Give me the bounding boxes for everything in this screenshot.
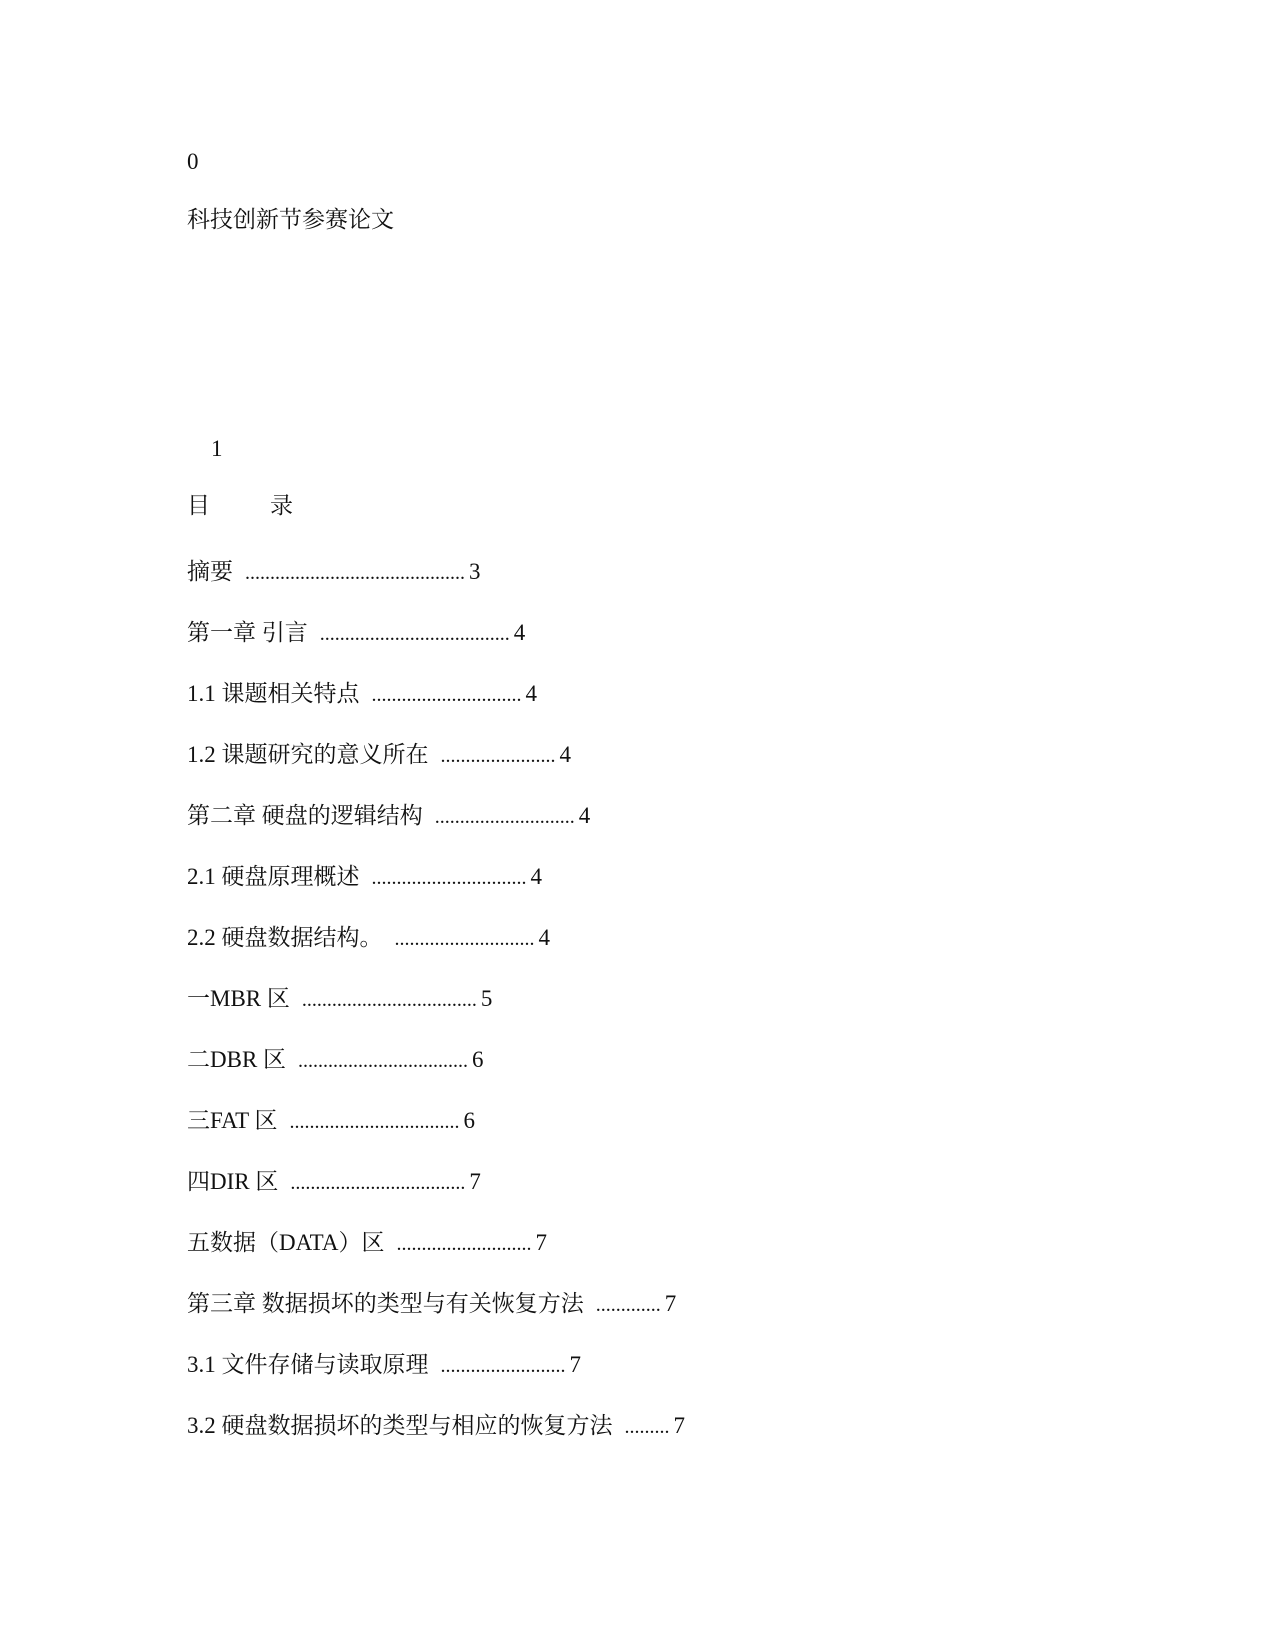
toc-entry-page: 5 xyxy=(480,986,493,1011)
toc-entry-page: 4 xyxy=(513,620,526,645)
toc-entry-leader: ................................... xyxy=(301,989,477,1011)
page-number-second: 1 xyxy=(211,436,223,461)
toc-entry-page: 4 xyxy=(559,742,571,767)
toc-entry[interactable] xyxy=(187,557,685,618)
toc-entry-leader: ............. xyxy=(595,1294,661,1316)
toc-entry[interactable] xyxy=(187,740,685,801)
toc-entry-page: 4 xyxy=(525,681,537,706)
toc-entry[interactable] xyxy=(187,1289,685,1350)
toc-entry-page: 7 xyxy=(664,1291,677,1316)
toc-entry-label: 三FAT 区 xyxy=(187,1108,278,1133)
toc-entry-leader: .................................. xyxy=(289,1111,460,1133)
toc-entry-label: 二DBR 区 xyxy=(187,1047,287,1072)
toc-entry-label: 3.2 硬盘数据损坏的类型与相应的恢复方法 xyxy=(187,1413,613,1438)
page-number-top: 0 xyxy=(187,149,199,174)
toc-entry-leader: ......................... xyxy=(440,1355,566,1377)
toc-entry[interactable] xyxy=(187,1167,685,1228)
toc-entry-label: 2.2 硬盘数据结构。 xyxy=(187,925,383,950)
toc-entry-page: 7 xyxy=(673,1413,685,1438)
toc-heading xyxy=(187,491,293,521)
toc-entry[interactable] xyxy=(187,679,685,740)
toc-entry[interactable] xyxy=(187,1106,685,1167)
toc-heading-right: 录 xyxy=(270,493,293,518)
toc-entry-page: 4 xyxy=(578,803,591,828)
toc-entry-leader: ........................... xyxy=(396,1233,532,1255)
document-title: 科技创新节参赛论文 xyxy=(187,207,394,232)
toc-list xyxy=(187,557,685,1472)
toc-entry-page: 6 xyxy=(463,1108,476,1133)
toc-entry[interactable] xyxy=(187,984,685,1045)
toc-entry-leader: ............................ xyxy=(394,928,535,950)
toc-entry-label: 第一章 引言 xyxy=(187,620,308,645)
toc-entry[interactable] xyxy=(187,1350,685,1411)
toc-entry-page: 7 xyxy=(469,1169,481,1194)
toc-entry-page: 7 xyxy=(535,1230,547,1255)
toc-entry[interactable] xyxy=(187,923,685,984)
toc-entry-label: 3.1 文件存储与读取原理 xyxy=(187,1352,429,1377)
toc-entry-label: 摘要 xyxy=(187,559,233,584)
toc-entry-label: 第二章 硬盘的逻辑结构 xyxy=(187,803,423,828)
toc-entry[interactable] xyxy=(187,862,685,923)
toc-entry-page: 3 xyxy=(469,559,481,584)
toc-entry-page: 7 xyxy=(569,1352,581,1377)
toc-entry-leader: ................................... xyxy=(290,1172,466,1194)
toc-entry-leader: ............................... xyxy=(371,867,527,889)
toc-entry-label: 1.1 课题相关特点 xyxy=(187,681,360,706)
toc-entry-label: 第三章 数据损坏的类型与有关恢复方法 xyxy=(187,1291,584,1316)
toc-entry-label: 四DIR 区 xyxy=(187,1169,279,1194)
toc-entry-label: 一MBR 区 xyxy=(187,986,290,1011)
toc-heading-left: 目 xyxy=(187,493,210,518)
toc-entry[interactable] xyxy=(187,1228,685,1289)
toc-entry[interactable] xyxy=(187,801,685,862)
toc-entry-page: 6 xyxy=(472,1047,484,1072)
toc-entry[interactable] xyxy=(187,1411,685,1472)
toc-entry-leader: ....................... xyxy=(440,745,556,767)
toc-entry[interactable] xyxy=(187,1045,685,1106)
toc-entry-leader: .............................. xyxy=(371,684,522,706)
toc-entry-page: 4 xyxy=(530,864,542,889)
toc-entry-leader: ......... xyxy=(624,1416,670,1438)
toc-entry-leader: ............................ xyxy=(434,806,575,828)
toc-entry-leader: .................................. xyxy=(298,1050,469,1072)
toc-entry-leader: ............................................ xyxy=(245,562,465,584)
toc-entry-leader: ...................................... xyxy=(319,623,510,645)
toc-entry-page: 4 xyxy=(538,925,550,950)
toc-entry-label: 1.2 课题研究的意义所在 xyxy=(187,742,429,767)
toc-entry[interactable] xyxy=(187,618,685,679)
toc-entry-label: 五数据（DATA）区 xyxy=(187,1230,385,1255)
toc-entry-label: 2.1 硬盘原理概述 xyxy=(187,864,360,889)
